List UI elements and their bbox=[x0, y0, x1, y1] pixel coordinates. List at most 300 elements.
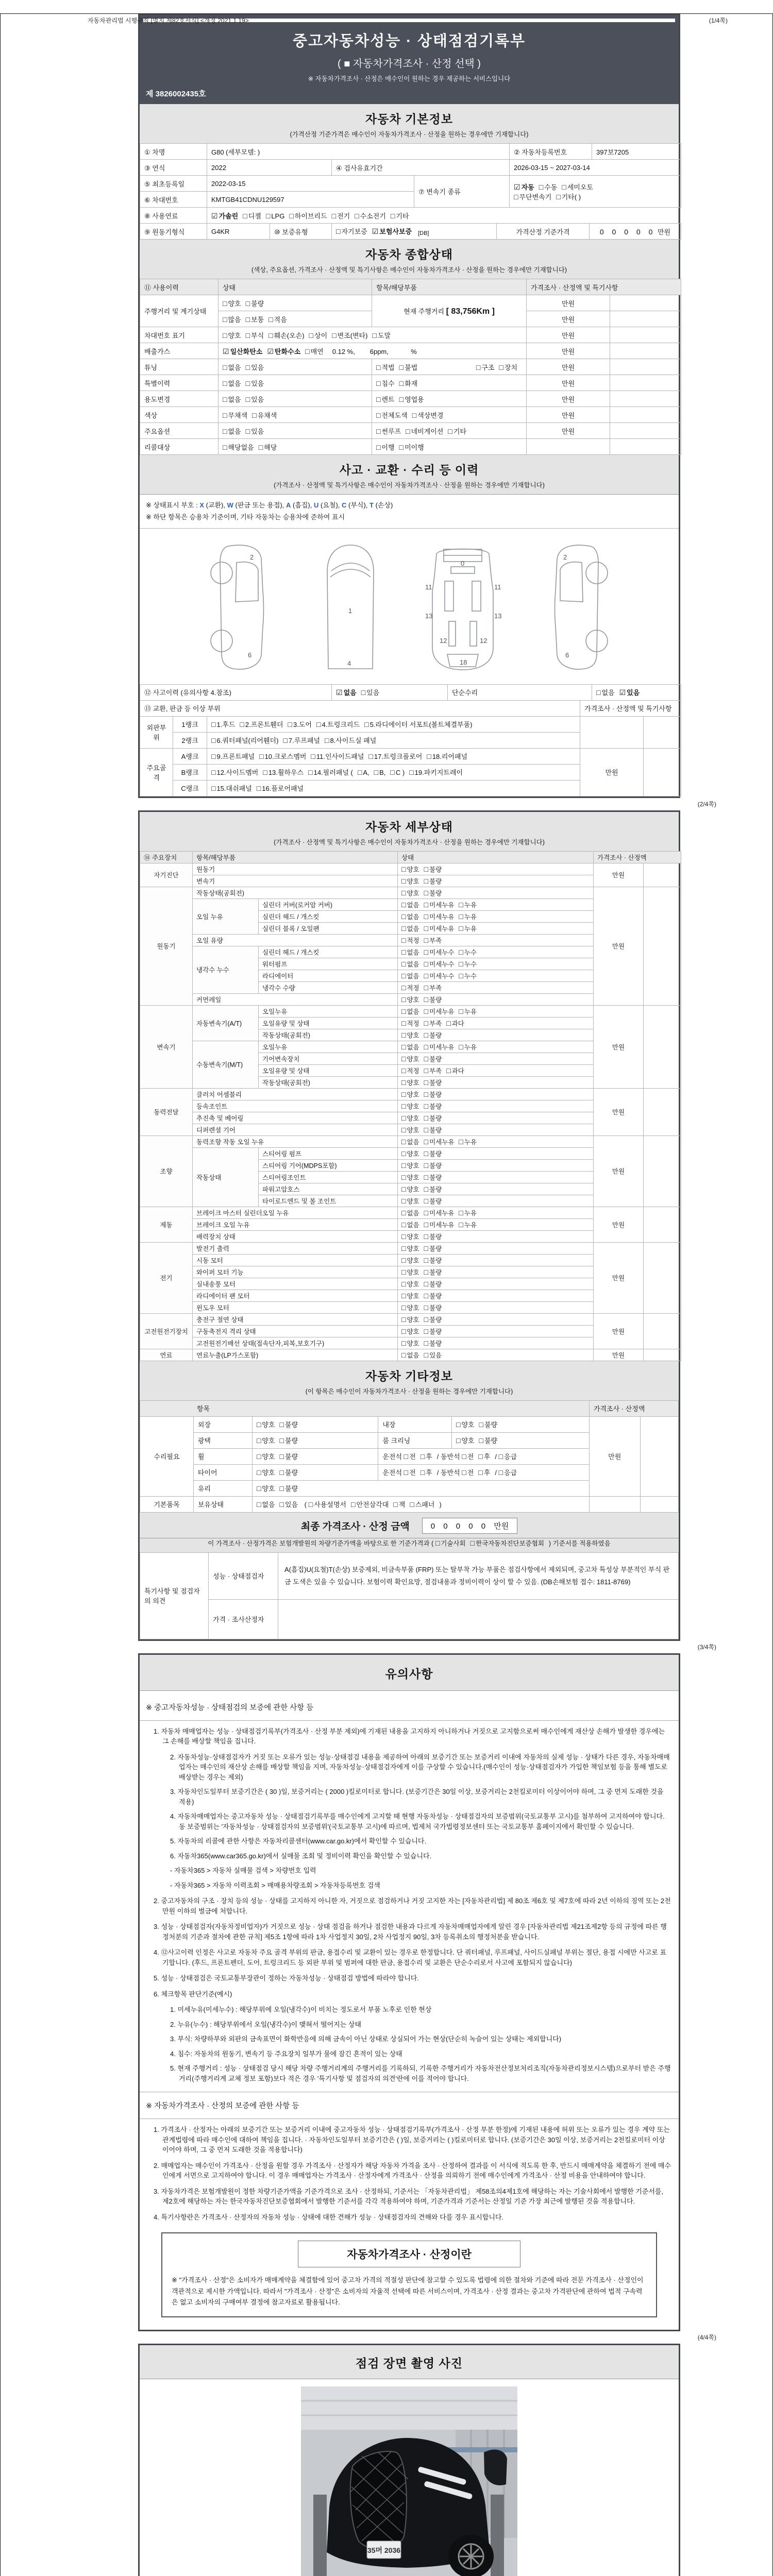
unchecked-checkbox-icon[interactable]: □ bbox=[401, 1350, 406, 1359]
detail-state-options[interactable] bbox=[398, 970, 594, 981]
checked-checkbox-icon[interactable]: ☑ bbox=[619, 688, 626, 697]
unchecked-checkbox-icon[interactable]: □ bbox=[279, 1436, 284, 1445]
checkbox-option[interactable]: □ 양호 bbox=[256, 1420, 275, 1429]
checkbox-option[interactable]: □ 미세누유 bbox=[424, 912, 455, 921]
unchecked-checkbox-icon[interactable]: □ bbox=[446, 1019, 451, 1027]
unchecked-checkbox-icon[interactable]: □ bbox=[401, 865, 406, 873]
detail-state-options[interactable] bbox=[398, 1041, 594, 1053]
checkbox-option[interactable]: □ 적음 bbox=[268, 315, 287, 324]
unchecked-checkbox-icon[interactable]: □ bbox=[459, 912, 463, 921]
detail-state-options[interactable] bbox=[398, 993, 594, 1005]
checkbox-option[interactable]: □ 없음 bbox=[223, 395, 241, 403]
unchecked-checkbox-icon[interactable]: □ bbox=[424, 1007, 429, 1015]
unchecked-checkbox-icon[interactable]: □ bbox=[401, 947, 406, 956]
checkbox-option[interactable]: □ 전 bbox=[404, 1468, 416, 1477]
unchecked-checkbox-icon[interactable]: □ bbox=[401, 912, 406, 921]
unchecked-checkbox-icon[interactable]: □ bbox=[279, 1500, 284, 1509]
checkbox-option[interactable]: □ 8.사이드실 패널 bbox=[324, 736, 377, 745]
unchecked-checkbox-icon[interactable]: □ bbox=[256, 1500, 261, 1509]
unchecked-checkbox-icon[interactable]: □ bbox=[459, 1137, 463, 1146]
unchecked-checkbox-icon[interactable]: □ bbox=[240, 720, 244, 729]
unchecked-checkbox-icon[interactable]: □ bbox=[424, 1019, 429, 1027]
warranty-opts[interactable] bbox=[336, 228, 416, 235]
checkbox-option[interactable]: □ 불량 bbox=[424, 1149, 442, 1158]
checkbox-option[interactable]: □ 전 bbox=[462, 1468, 474, 1477]
checkbox-option[interactable]: □ 누유 bbox=[459, 1208, 477, 1217]
unchecked-checkbox-icon[interactable]: □ bbox=[401, 1161, 406, 1170]
unchecked-checkbox-icon[interactable]: □ bbox=[311, 752, 315, 761]
unchecked-checkbox-icon[interactable]: □ bbox=[424, 924, 429, 933]
checkbox-option[interactable]: □ 훼손(오손) bbox=[268, 331, 305, 340]
unchecked-checkbox-icon[interactable]: □ bbox=[478, 1452, 483, 1461]
holding-options[interactable]: □ 없음 □ 있음 ( □ 사용설명서 □ 안전삼각대 □ 잭 □ 스패너 ) bbox=[252, 1496, 589, 1512]
checkbox-option[interactable]: □ 색상변경 bbox=[412, 411, 444, 419]
checkbox-option[interactable]: □ 양호 bbox=[456, 1420, 475, 1429]
checkbox-option[interactable]: □ 불량 bbox=[424, 1244, 442, 1252]
checkbox-option[interactable]: □ 한국자동차진단보증협회 bbox=[470, 1538, 544, 1547]
unchecked-checkbox-icon[interactable]: □ bbox=[424, 971, 429, 980]
unchecked-checkbox-icon[interactable]: □ bbox=[401, 983, 406, 992]
unchecked-checkbox-icon[interactable]: □ bbox=[258, 443, 263, 451]
checkbox-option[interactable]: □ 보통 bbox=[245, 315, 264, 324]
checked-checkbox-icon[interactable]: ☑ bbox=[267, 347, 274, 355]
checkbox-option[interactable]: □ 불량 bbox=[479, 1420, 498, 1429]
checkbox-option[interactable]: □ 미세누유 bbox=[424, 1137, 455, 1146]
unchecked-checkbox-icon[interactable]: □ bbox=[410, 1500, 414, 1509]
checkbox-option[interactable]: □ 기타( ) bbox=[556, 192, 581, 201]
detail-state-options[interactable] bbox=[398, 1266, 594, 1278]
unchecked-checkbox-icon[interactable]: □ bbox=[279, 1452, 284, 1461]
checkbox-option[interactable]: □ 없음 bbox=[223, 427, 241, 435]
interior-options[interactable] bbox=[451, 1416, 589, 1432]
unchecked-checkbox-icon[interactable]: □ bbox=[289, 211, 294, 220]
unchecked-checkbox-icon[interactable]: □ bbox=[404, 1468, 409, 1477]
unchecked-checkbox-icon[interactable]: □ bbox=[401, 959, 406, 968]
checkbox-option[interactable]: □ 있음 bbox=[245, 395, 264, 403]
checkbox-option[interactable]: □ 썬루프 bbox=[376, 427, 401, 435]
main-option-detail[interactable] bbox=[372, 423, 527, 439]
unchecked-checkbox-icon[interactable]: □ bbox=[252, 411, 257, 419]
checkbox-option[interactable]: □ 부족 bbox=[424, 1066, 442, 1075]
checkbox-option[interactable]: □ 양호 bbox=[401, 1149, 419, 1158]
unchecked-checkbox-icon[interactable]: □ bbox=[459, 1042, 463, 1051]
checkbox-option[interactable]: □ 적정 bbox=[401, 936, 419, 944]
unchecked-checkbox-icon[interactable]: □ bbox=[211, 784, 216, 793]
detail-state-options[interactable] bbox=[398, 1029, 594, 1041]
recall-detail[interactable] bbox=[372, 439, 527, 455]
checkbox-option[interactable]: □ 적정 bbox=[401, 983, 419, 992]
unchecked-checkbox-icon[interactable]: □ bbox=[308, 768, 313, 777]
checkbox-option[interactable]: □ 전 bbox=[462, 1452, 474, 1461]
detail-state-options[interactable] bbox=[398, 863, 594, 875]
checkbox-option[interactable]: □ 미세누유 bbox=[424, 924, 455, 933]
unchecked-checkbox-icon[interactable]: □ bbox=[245, 363, 250, 371]
checkbox-option[interactable]: □ 수동 bbox=[539, 182, 558, 191]
checkbox-option[interactable]: □ 없음 bbox=[401, 1137, 419, 1146]
unchecked-checkbox-icon[interactable]: □ bbox=[459, 959, 463, 968]
checkbox-option[interactable]: □ 양호 bbox=[401, 1030, 419, 1039]
unchecked-checkbox-icon[interactable]: □ bbox=[324, 736, 329, 745]
unchecked-checkbox-icon[interactable]: □ bbox=[401, 924, 406, 933]
checkbox-option[interactable]: □ 불량 bbox=[424, 1078, 442, 1087]
unchecked-checkbox-icon[interactable]: □ bbox=[424, 1042, 429, 1051]
checkbox-option[interactable]: □ 있음 bbox=[424, 1350, 442, 1359]
unchecked-checkbox-icon[interactable]: □ bbox=[424, 1196, 429, 1205]
tire-options[interactable] bbox=[252, 1464, 378, 1480]
unchecked-checkbox-icon[interactable]: □ bbox=[401, 1007, 406, 1015]
unchecked-checkbox-icon[interactable]: □ bbox=[309, 331, 314, 340]
unchecked-checkbox-icon[interactable]: □ bbox=[279, 1484, 284, 1493]
checkbox-option[interactable]: ☑ 없음 bbox=[336, 688, 357, 697]
checkbox-option[interactable]: □ 자기보증 bbox=[336, 227, 367, 235]
unchecked-checkbox-icon[interactable]: □ bbox=[470, 1538, 475, 1547]
checkbox-option[interactable]: □ 전체도색 bbox=[376, 411, 408, 419]
detail-state-options[interactable] bbox=[398, 899, 594, 910]
color-detail[interactable] bbox=[372, 407, 527, 423]
unchecked-checkbox-icon[interactable]: □ bbox=[424, 865, 429, 873]
checkbox-option[interactable]: □ 없음 bbox=[401, 1220, 419, 1229]
checkbox-option[interactable]: □ 미세누유 bbox=[424, 1042, 455, 1051]
checkbox-option[interactable]: □ 양호 bbox=[401, 995, 419, 1004]
checkbox-option[interactable]: □ 양호 bbox=[401, 1173, 419, 1181]
checkbox-option[interactable]: □ 양호 bbox=[256, 1452, 275, 1461]
checkbox-option[interactable]: □ 양호 bbox=[401, 1338, 419, 1347]
checkbox-option[interactable]: □ 양호 bbox=[401, 1327, 419, 1335]
checkbox-option[interactable]: □ 양호 bbox=[401, 1279, 419, 1288]
checkbox-option[interactable]: □ 양호 bbox=[401, 1315, 419, 1324]
tire-position-options[interactable]: 운전석 □ 전 □ 후 / 동반석 □ 전 □ 후 / □ 응급 bbox=[378, 1464, 589, 1480]
checkbox-option[interactable]: □ 상이 bbox=[309, 331, 328, 340]
detail-state-options[interactable] bbox=[398, 1313, 594, 1325]
unchecked-checkbox-icon[interactable]: □ bbox=[498, 1452, 503, 1461]
unchecked-checkbox-icon[interactable]: □ bbox=[427, 752, 431, 761]
unchecked-checkbox-icon[interactable]: □ bbox=[456, 1420, 461, 1429]
checkbox-option[interactable]: □ 있음 bbox=[245, 379, 264, 387]
unchecked-checkbox-icon[interactable]: □ bbox=[424, 1078, 429, 1087]
checkbox-option[interactable]: □ 침수 bbox=[376, 379, 395, 387]
checkbox-option[interactable]: □ 없음 bbox=[401, 971, 419, 980]
unchecked-checkbox-icon[interactable]: □ bbox=[424, 983, 429, 992]
checkbox-option[interactable]: □ 과다 bbox=[446, 1066, 464, 1075]
unchecked-checkbox-icon[interactable]: □ bbox=[424, 1161, 429, 1170]
checkbox-option[interactable]: □ 불량 bbox=[424, 1101, 442, 1110]
checkbox-option[interactable]: □ 양호 bbox=[256, 1468, 275, 1477]
checkbox-option[interactable]: □ 디젤 bbox=[243, 211, 261, 220]
unchecked-checkbox-icon[interactable]: □ bbox=[498, 1468, 503, 1477]
unchecked-checkbox-icon[interactable]: □ bbox=[355, 211, 359, 220]
checkbox-option[interactable]: □ 17.트렁크플로어 bbox=[368, 752, 423, 761]
unchecked-checkbox-icon[interactable]: □ bbox=[331, 211, 337, 220]
unchecked-checkbox-icon[interactable]: □ bbox=[424, 1232, 429, 1241]
checkbox-option[interactable]: □ 적정 bbox=[401, 1066, 419, 1075]
unchecked-checkbox-icon[interactable]: □ bbox=[514, 192, 518, 201]
checkbox-option[interactable]: □ 양호 bbox=[401, 1232, 419, 1241]
checkbox-option[interactable]: □ 미세누수 bbox=[424, 971, 455, 980]
unchecked-checkbox-icon[interactable]: □ bbox=[401, 888, 406, 897]
unchecked-checkbox-icon[interactable]: □ bbox=[288, 720, 293, 729]
rankB-options[interactable] bbox=[207, 764, 580, 780]
checkbox-option[interactable]: □ 양호 bbox=[401, 1244, 419, 1252]
detail-state-options[interactable] bbox=[398, 1278, 594, 1290]
checkbox-option[interactable]: □ 없음 bbox=[401, 1042, 419, 1051]
checkbox-option[interactable]: □ 적법 bbox=[376, 363, 395, 371]
unchecked-checkbox-icon[interactable]: □ bbox=[424, 1267, 429, 1276]
special-history-detail[interactable] bbox=[372, 375, 527, 391]
unchecked-checkbox-icon[interactable]: □ bbox=[376, 411, 381, 419]
unchecked-checkbox-icon[interactable]: □ bbox=[424, 1101, 429, 1110]
detail-state-options[interactable] bbox=[398, 1088, 594, 1100]
checkbox-option[interactable]: □ 미이행 bbox=[399, 443, 424, 451]
detail-state-options[interactable] bbox=[398, 1254, 594, 1266]
unchecked-checkbox-icon[interactable]: □ bbox=[424, 1208, 429, 1217]
detail-state-options[interactable] bbox=[398, 1159, 594, 1171]
checkbox-option[interactable]: □ 10.크로스멤버 bbox=[259, 752, 307, 761]
checkbox-option[interactable]: □ 2.프론트휀더 bbox=[240, 720, 283, 729]
vin-mark-options[interactable] bbox=[219, 327, 527, 343]
unchecked-checkbox-icon[interactable]: □ bbox=[279, 1420, 284, 1429]
checkbox-option[interactable]: □ 3.도어 bbox=[288, 720, 312, 729]
unchecked-checkbox-icon[interactable]: □ bbox=[596, 688, 601, 697]
unchecked-checkbox-icon[interactable]: □ bbox=[401, 995, 406, 1004]
unchecked-checkbox-icon[interactable]: □ bbox=[401, 1149, 406, 1158]
detail-state-options[interactable] bbox=[398, 1053, 594, 1064]
main-option-options[interactable] bbox=[219, 423, 372, 439]
checkbox-option[interactable]: □ 부족 bbox=[424, 1019, 442, 1027]
detail-state-options[interactable] bbox=[398, 1242, 594, 1254]
checkbox-option[interactable]: □ 14.필러패널 ( bbox=[308, 768, 353, 777]
checkbox-option[interactable]: □ 사용설명서 bbox=[308, 1500, 346, 1509]
unchecked-checkbox-icon[interactable]: □ bbox=[256, 1468, 261, 1477]
checkbox-option[interactable]: □ 양호 bbox=[401, 1090, 419, 1098]
unchecked-checkbox-icon[interactable]: □ bbox=[336, 227, 341, 235]
unchecked-checkbox-icon[interactable]: □ bbox=[424, 900, 429, 909]
checkbox-option[interactable]: □ 불량 bbox=[424, 1279, 442, 1288]
unchecked-checkbox-icon[interactable]: □ bbox=[448, 427, 452, 435]
checkbox-option[interactable]: □ 양호 bbox=[456, 1436, 475, 1445]
detail-state-options[interactable] bbox=[398, 922, 594, 934]
unchecked-checkbox-icon[interactable]: □ bbox=[256, 784, 261, 793]
unchecked-checkbox-icon[interactable]: □ bbox=[245, 331, 250, 340]
checkbox-option[interactable]: □ 5.라디에이터 서포트(볼트체결부품) bbox=[364, 720, 473, 729]
unchecked-checkbox-icon[interactable]: □ bbox=[401, 1066, 406, 1075]
unchecked-checkbox-icon[interactable]: □ bbox=[390, 768, 395, 777]
unchecked-checkbox-icon[interactable]: □ bbox=[424, 1149, 429, 1158]
checkbox-option[interactable]: □ 불량 bbox=[279, 1484, 298, 1493]
checkbox-option[interactable]: □ 잭 bbox=[393, 1500, 406, 1509]
checkbox-option[interactable]: □ 양호 bbox=[401, 1196, 419, 1205]
checkbox-option[interactable]: □ 부식 bbox=[245, 331, 264, 340]
checkbox-option[interactable]: □ 양호 bbox=[401, 1267, 419, 1276]
checkbox-option[interactable]: □ 16.플로어패널 bbox=[256, 784, 304, 793]
unchecked-checkbox-icon[interactable]: □ bbox=[459, 971, 463, 980]
unchecked-checkbox-icon[interactable]: □ bbox=[401, 1267, 406, 1276]
unchecked-checkbox-icon[interactable]: □ bbox=[556, 192, 561, 201]
checkbox-option[interactable]: □ B, bbox=[374, 768, 386, 777]
detail-state-options[interactable] bbox=[398, 1124, 594, 1136]
checkbox-option[interactable]: □ 미세누유 bbox=[424, 1208, 455, 1217]
checkbox-option[interactable]: □ 부족 bbox=[424, 983, 442, 992]
checkbox-option[interactable]: ☑ 탄화수소 bbox=[267, 347, 301, 355]
unchecked-checkbox-icon[interactable]: □ bbox=[263, 768, 267, 777]
unchecked-checkbox-icon[interactable]: □ bbox=[459, 1007, 463, 1015]
checkbox-option[interactable]: □ 불량 bbox=[424, 865, 442, 873]
checkbox-option[interactable]: □ 불량 bbox=[424, 1125, 442, 1134]
unchecked-checkbox-icon[interactable]: □ bbox=[256, 1420, 261, 1429]
unchecked-checkbox-icon[interactable]: □ bbox=[357, 768, 362, 777]
checkbox-option[interactable]: □ 화재 bbox=[399, 379, 418, 387]
checkbox-option[interactable]: □ 후 bbox=[420, 1452, 432, 1461]
unchecked-checkbox-icon[interactable]: □ bbox=[223, 411, 227, 419]
unchecked-checkbox-icon[interactable]: □ bbox=[401, 1196, 406, 1205]
unchecked-checkbox-icon[interactable]: □ bbox=[316, 720, 321, 729]
checkbox-option[interactable]: □ 11.인사이드패널 bbox=[311, 752, 364, 761]
checkbox-option[interactable]: □ 응급 bbox=[498, 1452, 517, 1461]
checkbox-option[interactable]: □ 불량 bbox=[424, 995, 442, 1004]
checkbox-option[interactable]: □ 미세누유 bbox=[424, 1220, 455, 1229]
detail-state-options[interactable] bbox=[398, 934, 594, 946]
detail-state-options[interactable] bbox=[398, 1100, 594, 1112]
detail-state-options[interactable] bbox=[398, 1301, 594, 1313]
unchecked-checkbox-icon[interactable]: □ bbox=[401, 1256, 406, 1264]
usage-change-options[interactable] bbox=[219, 391, 372, 407]
mileage-gauge-options[interactable] bbox=[219, 295, 372, 311]
checkbox-option[interactable]: □ 불량 bbox=[424, 1090, 442, 1098]
checkbox-option[interactable]: □ 누유 bbox=[459, 924, 477, 933]
unchecked-checkbox-icon[interactable]: □ bbox=[424, 1338, 429, 1347]
unchecked-checkbox-icon[interactable]: □ bbox=[364, 720, 369, 729]
unchecked-checkbox-icon[interactable]: □ bbox=[459, 1208, 463, 1217]
unchecked-checkbox-icon[interactable]: □ bbox=[476, 363, 481, 371]
detail-state-options[interactable] bbox=[398, 1337, 594, 1349]
unchecked-checkbox-icon[interactable]: □ bbox=[424, 1184, 429, 1193]
unchecked-checkbox-icon[interactable]: □ bbox=[424, 1090, 429, 1098]
unchecked-checkbox-icon[interactable]: □ bbox=[223, 395, 227, 403]
checkbox-option[interactable]: □ 후 bbox=[478, 1468, 491, 1477]
unchecked-checkbox-icon[interactable]: □ bbox=[479, 1436, 483, 1445]
checkbox-option[interactable]: □ 세미오토 bbox=[562, 182, 593, 191]
checkbox-option[interactable]: □ 불량 bbox=[424, 1232, 442, 1241]
unchecked-checkbox-icon[interactable]: □ bbox=[401, 1042, 406, 1051]
checkbox-option[interactable]: □ 불량 bbox=[279, 1436, 298, 1445]
checked-checkbox-icon[interactable]: ☑ bbox=[336, 688, 343, 697]
unchecked-checkbox-icon[interactable]: □ bbox=[435, 1538, 440, 1547]
checkbox-option[interactable]: □ 양호 bbox=[401, 1256, 419, 1264]
checkbox-option[interactable]: □ 무채색 bbox=[223, 411, 248, 419]
unchecked-checkbox-icon[interactable]: □ bbox=[462, 1452, 466, 1461]
unchecked-checkbox-icon[interactable]: □ bbox=[223, 363, 227, 371]
checkbox-option[interactable]: □ 불량 bbox=[424, 876, 442, 885]
unchecked-checkbox-icon[interactable]: □ bbox=[406, 427, 410, 435]
checkbox-option[interactable]: □ 9.프론트패널 bbox=[211, 752, 255, 761]
unchecked-checkbox-icon[interactable]: □ bbox=[401, 1173, 406, 1181]
unchecked-checkbox-icon[interactable]: □ bbox=[268, 315, 273, 324]
checkbox-option[interactable]: □ 없음 bbox=[223, 363, 241, 371]
checkbox-option[interactable]: □ 7.루프패널 bbox=[283, 736, 320, 745]
checkbox-option[interactable]: □ 미세누유 bbox=[424, 1007, 455, 1015]
unchecked-checkbox-icon[interactable]: □ bbox=[424, 1350, 429, 1359]
recall-options[interactable] bbox=[219, 439, 372, 455]
unchecked-checkbox-icon[interactable]: □ bbox=[350, 1500, 356, 1509]
checkbox-option[interactable]: □ 양호 bbox=[401, 1303, 419, 1312]
checkbox-option[interactable]: □ 없음 bbox=[401, 900, 419, 909]
checkbox-option[interactable]: □ 양호 bbox=[401, 865, 419, 873]
emission-opts[interactable] bbox=[223, 348, 328, 355]
checkbox-option[interactable]: □ 수소전기 bbox=[355, 211, 386, 220]
checkbox-option[interactable]: □ LPG bbox=[265, 211, 285, 220]
unchecked-checkbox-icon[interactable]: □ bbox=[401, 1244, 406, 1252]
checkbox-option[interactable]: □ 후 bbox=[420, 1468, 432, 1477]
mileage-amount-options[interactable] bbox=[219, 311, 372, 327]
checkbox-option[interactable]: □ 불량 bbox=[424, 1338, 442, 1347]
unchecked-checkbox-icon[interactable]: □ bbox=[459, 947, 463, 956]
checkbox-option[interactable]: □ 많음 bbox=[223, 315, 241, 324]
unchecked-checkbox-icon[interactable]: □ bbox=[401, 1090, 406, 1098]
checkbox-option[interactable]: □ 누수 bbox=[459, 971, 477, 980]
checkbox-option[interactable]: □ 누수 bbox=[459, 947, 477, 956]
checkbox-option[interactable]: □ 없음 bbox=[596, 688, 615, 697]
checkbox-option[interactable]: □ 하이브리드 bbox=[289, 211, 327, 220]
checkbox-option[interactable]: □ 전기 bbox=[331, 211, 350, 220]
unchecked-checkbox-icon[interactable]: □ bbox=[223, 299, 227, 308]
unchecked-checkbox-icon[interactable]: □ bbox=[424, 947, 429, 956]
unchecked-checkbox-icon[interactable]: □ bbox=[539, 182, 544, 191]
unchecked-checkbox-icon[interactable]: □ bbox=[409, 768, 414, 777]
detail-state-options[interactable] bbox=[398, 1195, 594, 1207]
unchecked-checkbox-icon[interactable]: □ bbox=[245, 315, 250, 324]
checkbox-option[interactable]: □ 없음 bbox=[401, 912, 419, 921]
unchecked-checkbox-icon[interactable]: □ bbox=[459, 900, 463, 909]
unchecked-checkbox-icon[interactable]: □ bbox=[424, 1303, 429, 1312]
unchecked-checkbox-icon[interactable]: □ bbox=[404, 1452, 409, 1461]
unchecked-checkbox-icon[interactable]: □ bbox=[401, 1078, 406, 1087]
detail-state-options[interactable] bbox=[398, 875, 594, 887]
checkbox-option[interactable]: □ 불량 bbox=[245, 299, 264, 308]
checkbox-option[interactable]: □ 누유 bbox=[459, 912, 477, 921]
unchecked-checkbox-icon[interactable]: □ bbox=[401, 1113, 406, 1122]
unchecked-checkbox-icon[interactable]: □ bbox=[401, 1184, 406, 1193]
transmission-opts-line2[interactable] bbox=[514, 193, 585, 201]
unchecked-checkbox-icon[interactable]: □ bbox=[245, 299, 250, 308]
unchecked-checkbox-icon[interactable]: □ bbox=[211, 736, 216, 745]
unchecked-checkbox-icon[interactable]: □ bbox=[401, 1125, 406, 1134]
checkbox-option[interactable]: □ 불량 bbox=[424, 1291, 442, 1300]
checkbox-option[interactable]: □ 누유 bbox=[459, 1042, 477, 1051]
unchecked-checkbox-icon[interactable]: □ bbox=[376, 363, 381, 371]
detail-state-options[interactable] bbox=[398, 1230, 594, 1242]
checkbox-option[interactable]: □ 양호 bbox=[401, 1054, 419, 1063]
checkbox-option[interactable]: □ 도말 bbox=[372, 331, 391, 340]
checkbox-option[interactable]: □ 없음 bbox=[401, 1007, 419, 1015]
unchecked-checkbox-icon[interactable]: □ bbox=[243, 211, 247, 220]
checkbox-option[interactable]: □ 렌트 bbox=[376, 395, 395, 403]
unchecked-checkbox-icon[interactable]: □ bbox=[223, 427, 227, 435]
unchecked-checkbox-icon[interactable]: □ bbox=[424, 1054, 429, 1063]
detail-state-options[interactable] bbox=[398, 1218, 594, 1230]
checkbox-option[interactable]: □ 양호 bbox=[401, 888, 419, 897]
checkbox-option[interactable]: □ 무단변속기 bbox=[514, 192, 552, 201]
checkbox-option[interactable]: □ 미세누수 bbox=[424, 959, 455, 968]
unchecked-checkbox-icon[interactable]: □ bbox=[401, 1279, 406, 1288]
unchecked-checkbox-icon[interactable]: □ bbox=[393, 1500, 398, 1509]
detail-state-options[interactable] bbox=[398, 1017, 594, 1029]
checkbox-option[interactable]: □ 있음 bbox=[245, 363, 264, 371]
detail-state-options[interactable] bbox=[398, 1325, 594, 1337]
unchecked-checkbox-icon[interactable]: □ bbox=[401, 1291, 406, 1300]
unchecked-checkbox-icon[interactable]: □ bbox=[401, 1315, 406, 1324]
checkbox-option[interactable]: □ 불량 bbox=[479, 1436, 498, 1445]
checkbox-option[interactable]: □ 누수 bbox=[459, 959, 477, 968]
detail-state-options[interactable] bbox=[398, 1076, 594, 1088]
